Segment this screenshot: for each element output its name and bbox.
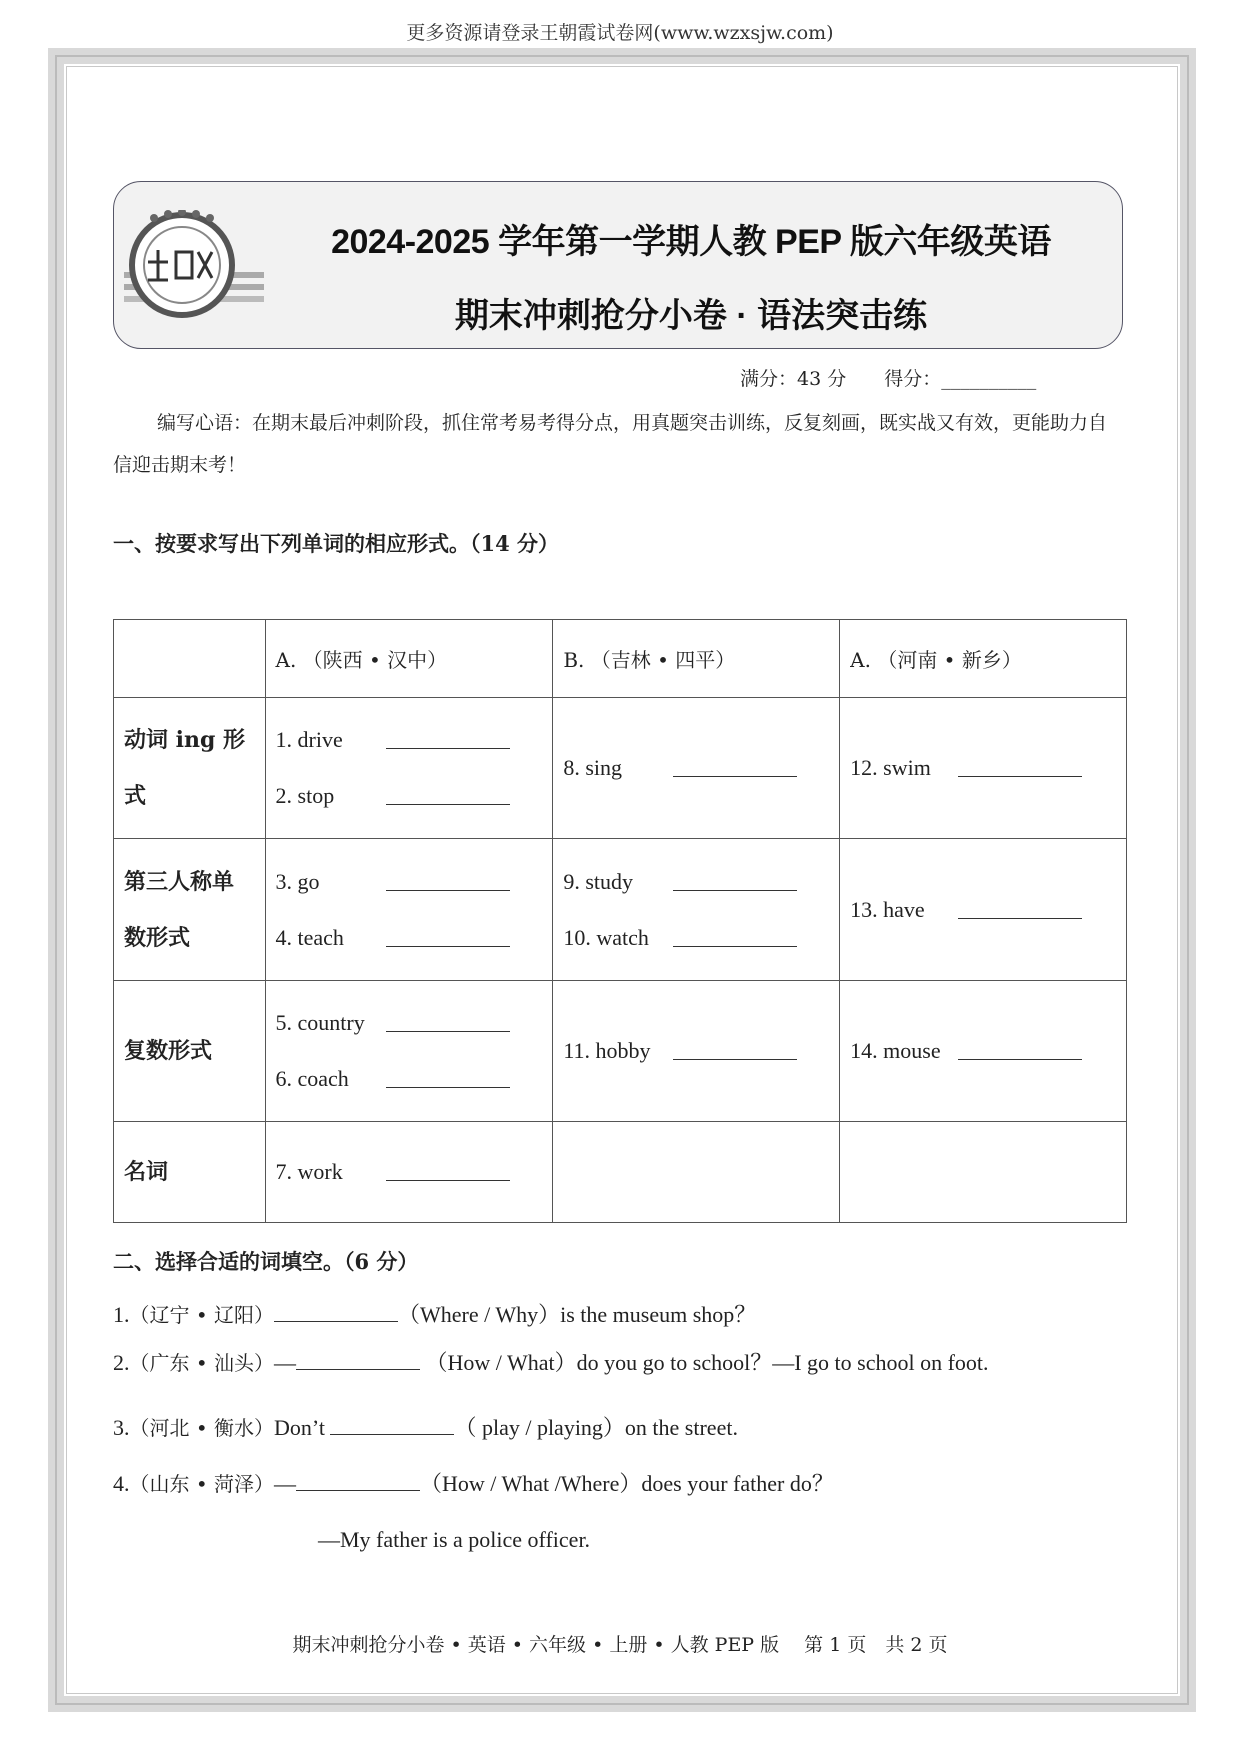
score-line: 满分：43 分 得分：__________ [740, 368, 1037, 390]
answer-blank[interactable] [274, 1304, 398, 1322]
column-header: B. （吉林 • 四平） [553, 620, 840, 698]
table-row [114, 981, 1127, 1122]
answer-blank[interactable] [386, 1070, 510, 1088]
answer-blank[interactable] [386, 929, 510, 947]
row-label: 第三人称单数形式 [114, 839, 266, 981]
answer-blank[interactable] [386, 873, 510, 891]
row-label: 复数形式 [114, 981, 266, 1122]
table-row [114, 839, 1127, 981]
resource-note: 更多资源请登录王朝霞试卷网(www.wzxsjw.com) [406, 22, 834, 44]
answer-blank[interactable] [296, 1473, 420, 1491]
word: 3. go [275, 868, 320, 894]
table-row [114, 1122, 1127, 1223]
question-3: 3.（河北 • 衡水）Don’t （ play / playing）on the street. [113, 1415, 738, 1440]
row-label: 名词 [114, 1122, 266, 1223]
answer-blank[interactable] [296, 1352, 420, 1370]
word: 7. work [275, 1159, 343, 1184]
answer-blank[interactable] [673, 1042, 797, 1060]
word: 13. have [850, 896, 925, 922]
word: 1. drive [275, 727, 343, 752]
word: 4. teach [275, 924, 344, 950]
answer-blank[interactable] [673, 929, 797, 947]
table-row [114, 698, 1127, 839]
empty-cell [114, 620, 266, 698]
question-2: 2.（广东 • 汕头）— （How / What）do you go to school？—I go to school on foot. [113, 1350, 989, 1375]
intro-text: 编写心语：在期末最后冲刺阶段，抓住常考易考得分点，用真题突击训练，反复刻画，既实战又有效，更能助力自信迎击期末考！ [113, 412, 1108, 476]
empty-cell [840, 1122, 1127, 1223]
word: 11. hobby [563, 1038, 651, 1063]
empty-cell [553, 1122, 840, 1223]
row-label: 动词 ing 形式 [114, 698, 266, 839]
question-4: 4.（山东 • 菏泽）— （How / What /Where）does your father do？ [113, 1471, 834, 1496]
section1-heading: 一、按要求写出下列单词的相应形式。（14 分） [113, 531, 560, 556]
word: 9. study [563, 868, 634, 894]
word: 5. country [275, 1010, 365, 1035]
word: 2. stop [275, 783, 335, 808]
column-header: A. （河南 • 新乡） [840, 620, 1127, 698]
answer-blank[interactable] [386, 1014, 510, 1032]
answer-blank[interactable] [386, 787, 510, 805]
word: 6. coach [275, 1066, 349, 1091]
answer-blank[interactable] [958, 1042, 1082, 1060]
question-1: 1.（辽宁 • 辽阳） （Where / Why）is the museum shop？ [113, 1302, 757, 1327]
answer-blank[interactable] [330, 1417, 454, 1435]
answer-blank[interactable] [673, 873, 797, 891]
word: 10. watch [563, 924, 649, 950]
word: 12. swim [850, 755, 931, 780]
word: 8. sing [563, 755, 623, 780]
section2-heading: 二、选择合适的词填空。（6 分） [113, 1249, 419, 1274]
answer-blank[interactable] [958, 759, 1082, 777]
answer-blank[interactable] [386, 731, 510, 749]
publisher-logo [124, 210, 264, 325]
answer-blank[interactable] [673, 759, 797, 777]
column-header: A. （陕西 • 汉中） [265, 620, 553, 698]
word-forms-table [113, 619, 1127, 1223]
title-line-2: 期末冲刺抢分小卷 · 语法突击练 [454, 297, 928, 335]
question-4-answer: —My father is a police officer. [318, 1527, 591, 1552]
word: 14. mouse [850, 1038, 941, 1063]
page-footer: 期末冲刺抢分小卷 • 英语 • 六年级 • 上册 • 人教 PEP 版 第 1 页 共 2 页 [292, 1634, 948, 1656]
title-line-1: 2024-2025 学年第一学期人教 PEP 版六年级英语 [331, 223, 1051, 261]
answer-blank[interactable] [386, 1163, 510, 1181]
answer-blank[interactable] [958, 901, 1082, 919]
